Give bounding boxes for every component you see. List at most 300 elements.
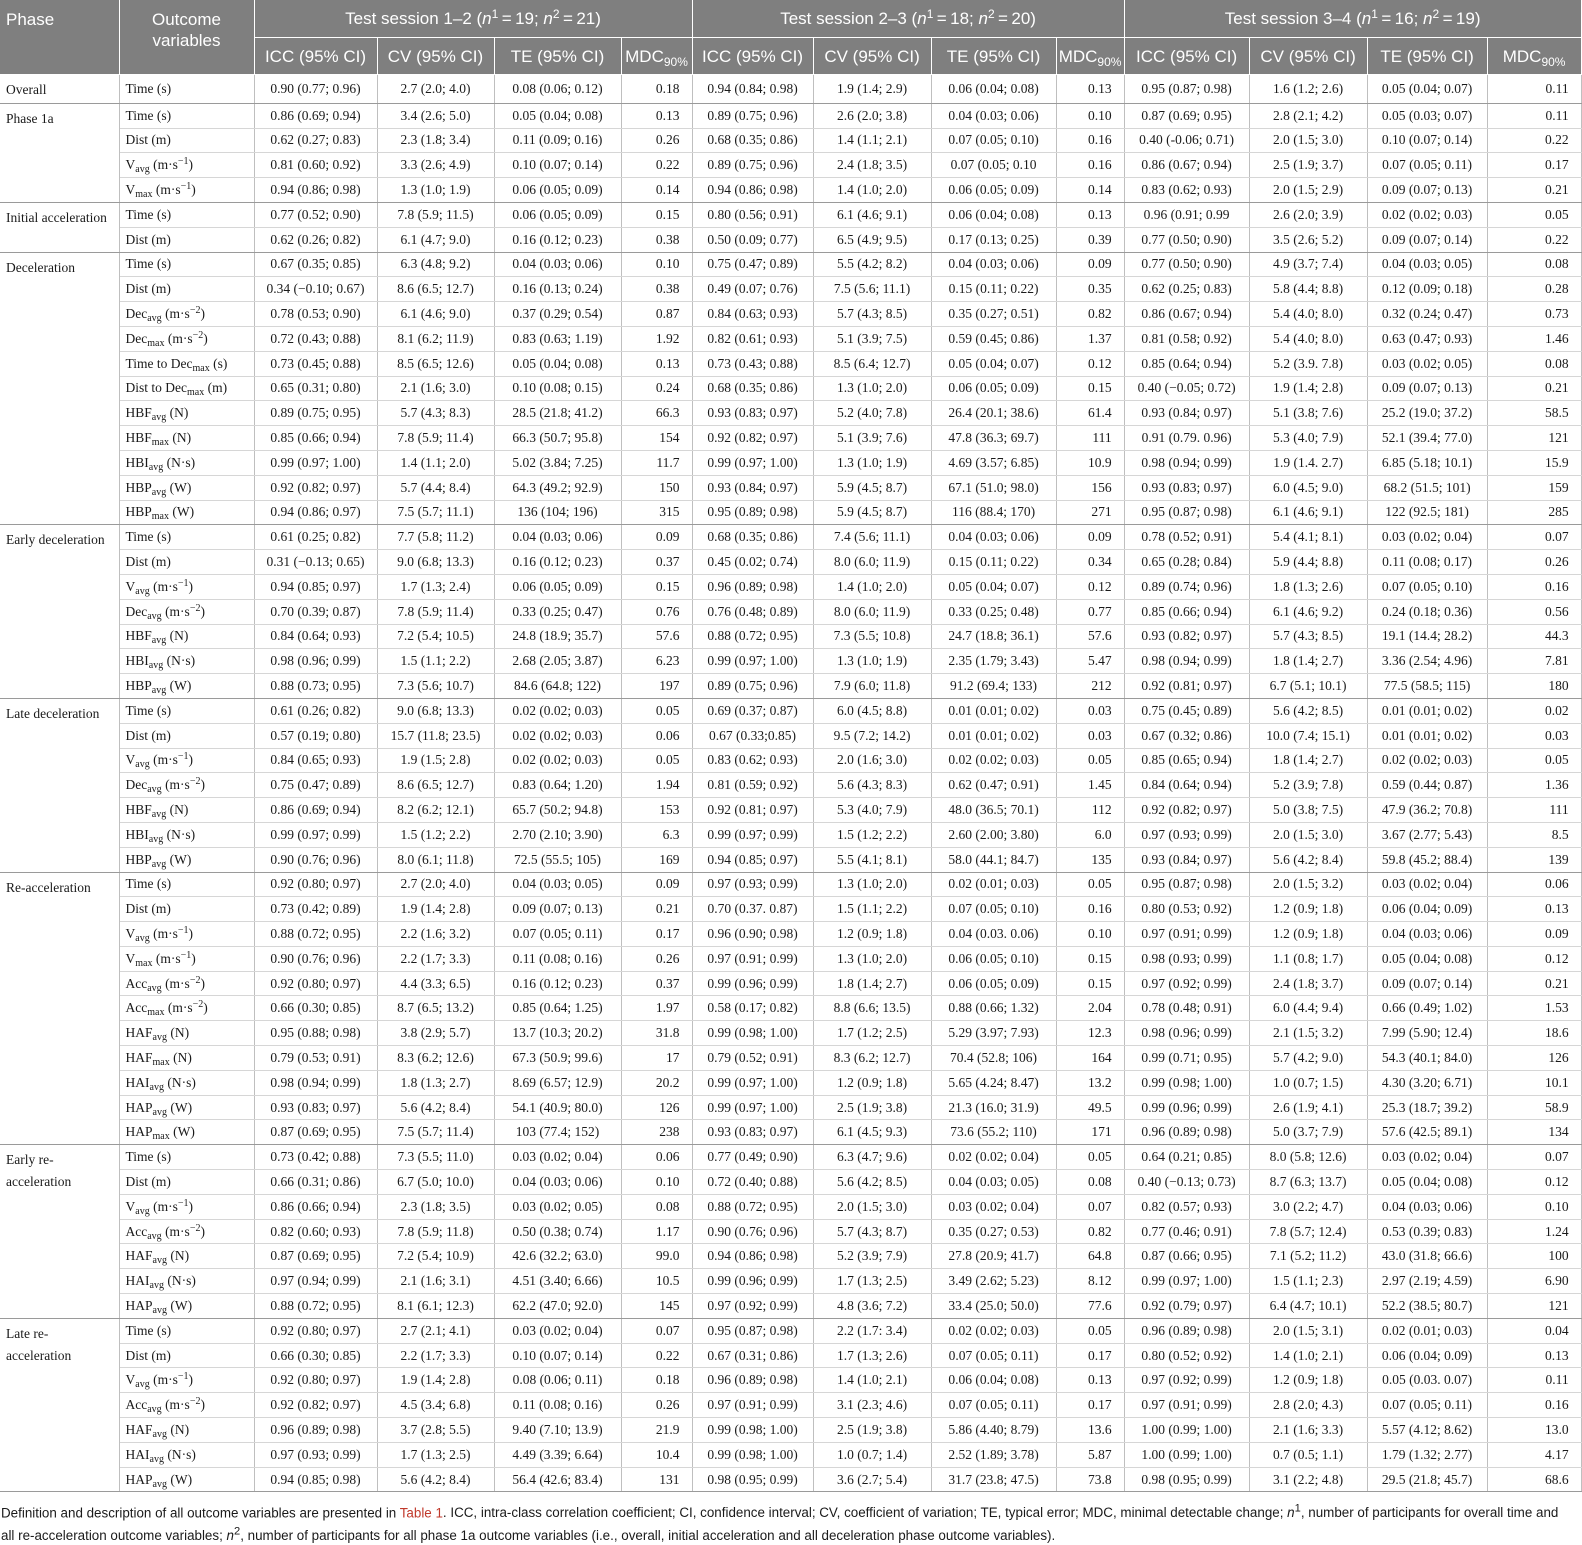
value-cell: 3.67 (2.77; 5.43)	[1367, 822, 1487, 847]
value-cell: 5.4 (4.0; 8.0)	[1249, 326, 1367, 351]
value-cell: 0.64 (0.21; 0.85)	[1124, 1145, 1249, 1170]
value-cell: 126	[621, 1095, 692, 1120]
value-cell: 5.0 (3.8; 7.5)	[1249, 798, 1367, 823]
value-cell: 10.4	[621, 1442, 692, 1467]
value-cell: 9.5 (7.2; 14.2)	[813, 723, 931, 748]
value-cell: 5.02 (3.84; 7.25)	[494, 450, 621, 475]
value-cell: 0.07 (0.05; 0.10)	[931, 128, 1056, 153]
value-cell: 0.04 (0.03; 0.06)	[931, 103, 1056, 128]
value-cell: 5.1 (3.9; 7.6)	[813, 426, 931, 451]
value-cell: 0.15	[621, 202, 692, 227]
table-row	[0, 525, 1581, 550]
metric-header-icc: ICC (95% CI)	[692, 38, 813, 75]
value-cell: 0.59 (0.44; 0.87)	[1367, 773, 1487, 798]
value-cell: 0.07 (0.05; 0.11)	[1367, 153, 1487, 178]
value-cell: 0.53 (0.39; 0.83)	[1367, 1219, 1487, 1244]
value-cell: 0.06	[621, 723, 692, 748]
value-cell: 0.87 (0.69; 0.95)	[254, 1244, 377, 1269]
value-cell: 54.3 (40.1; 84.0)	[1367, 1046, 1487, 1071]
value-cell: 77.5 (58.5; 115)	[1367, 674, 1487, 699]
value-cell: 5.2 (3.9; 7.9)	[813, 1244, 931, 1269]
value-cell: 6.85 (5.18; 10.1)	[1367, 450, 1487, 475]
value-cell: 0.01 (0.01; 0.02)	[931, 723, 1056, 748]
value-cell: 0.07	[1487, 525, 1581, 550]
value-cell: 0.22	[621, 153, 692, 178]
value-cell: 0.80 (0.52; 0.92)	[1124, 1343, 1249, 1368]
value-cell: 0.33 (0.25; 0.47)	[494, 599, 621, 624]
value-cell: 0.17	[1487, 153, 1581, 178]
outcome-variable-cell: $HAF_{avg}$ (N)	[119, 1244, 254, 1269]
value-cell: 2.0 (1.5; 3.0)	[813, 1194, 931, 1219]
value-cell: 58.9	[1487, 1095, 1581, 1120]
value-cell: 0.90 (0.77; 0.96)	[254, 75, 377, 104]
value-cell: 121	[1487, 426, 1581, 451]
table-body	[0, 75, 1581, 1492]
metric-header-icc: ICC (95% CI)	[1124, 38, 1249, 75]
value-cell: 0.09	[1056, 252, 1124, 277]
value-cell: 2.6 (2.0; 3.9)	[1249, 202, 1367, 227]
value-cell: 1.5 (1.1; 2.3)	[1249, 1269, 1367, 1294]
value-cell: 0.65 (0.28; 0.84)	[1124, 550, 1249, 575]
value-cell: 7.8 (5.7; 12.4)	[1249, 1219, 1367, 1244]
value-cell: 5.6 (4.2; 8.4)	[1249, 847, 1367, 872]
value-cell: 4.8 (3.6; 7.2)	[813, 1294, 931, 1319]
value-cell: 0.83 (0.64; 1.20)	[494, 773, 621, 798]
value-cell: 6.7 (5.0; 10.0)	[377, 1170, 494, 1195]
value-cell: 0.89 (0.75; 0.96)	[692, 153, 813, 178]
outcome-variable-cell: $HBP_{avg}$ (W)	[119, 475, 254, 500]
value-cell: 64.3 (49.2; 92.9)	[494, 475, 621, 500]
value-cell: 0.08	[1487, 252, 1581, 277]
table-row	[0, 500, 1581, 525]
value-cell: 7.5 (5.6; 11.1)	[813, 277, 931, 302]
value-cell: 0.82	[1056, 302, 1124, 327]
outcome-variable-cell: $V_{max}$ $(m\cdot s^{-1})$	[119, 178, 254, 203]
value-cell: 0.99 (0.97; 0.99)	[254, 822, 377, 847]
value-cell: 0.06 (0.05; 0.09)	[931, 376, 1056, 401]
value-cell: 1.0 (0.7; 1.4)	[813, 1442, 931, 1467]
value-cell: 0.06 (0.05; 0.10)	[931, 946, 1056, 971]
value-cell: 0.06 (0.05; 0.09)	[931, 178, 1056, 203]
value-cell: 103 (77.4; 152)	[494, 1120, 621, 1145]
value-cell: 62.2 (47.0; 92.0)	[494, 1294, 621, 1319]
value-cell: 0.82 (0.61; 0.93)	[692, 326, 813, 351]
value-cell: 6.5 (4.9; 9.5)	[813, 227, 931, 252]
value-cell: 0.97 (0.91; 0.99)	[692, 1393, 813, 1418]
value-cell: 0.16 (0.13; 0.24)	[494, 277, 621, 302]
value-cell: 25.3 (18.7; 39.2)	[1367, 1095, 1487, 1120]
value-cell: 58.0 (44.1; 84.7)	[931, 847, 1056, 872]
table-row	[0, 153, 1581, 178]
value-cell: 164	[1056, 1046, 1124, 1071]
value-cell: 0.75 (0.47; 0.89)	[254, 773, 377, 798]
value-cell: 0.92 (0.80; 0.97)	[254, 1368, 377, 1393]
value-cell: 0.85 (0.65; 0.94)	[1124, 748, 1249, 773]
value-cell: 1.79 (1.32; 2.77)	[1367, 1442, 1487, 1467]
value-cell: 0.12 (0.09; 0.18)	[1367, 277, 1487, 302]
value-cell: 0.91 (0.79. 0.96)	[1124, 426, 1249, 451]
value-cell: 5.1 (3.8; 7.6)	[1249, 401, 1367, 426]
value-cell: 0.21	[1487, 376, 1581, 401]
value-cell: 0.06 (0.04; 0.08)	[931, 202, 1056, 227]
value-cell: 57.6	[1056, 624, 1124, 649]
outcome-variable-cell: Dec$_{max}$ $(m\cdot s^{-2})$	[119, 326, 254, 351]
table-row	[0, 971, 1581, 996]
value-cell: 1.4 (1.0; 2.0)	[813, 178, 931, 203]
value-cell: 0.21	[1487, 178, 1581, 203]
value-cell: 0.07 (0.05; 0.10)	[931, 897, 1056, 922]
value-cell: 1.7 (1.3; 2.4)	[377, 574, 494, 599]
table-row	[0, 277, 1581, 302]
value-cell: 0.35 (0.27; 0.53)	[931, 1219, 1056, 1244]
value-cell: 0.02 (0.02; 0.03)	[494, 748, 621, 773]
value-cell: 0.05 (0.04; 0.07)	[931, 351, 1056, 376]
value-cell: 6.0 (4.4; 9.4)	[1249, 996, 1367, 1021]
value-cell: 5.57 (4.12; 8.62)	[1367, 1418, 1487, 1443]
table-row	[0, 872, 1581, 897]
value-cell: 0.08	[1056, 1170, 1124, 1195]
value-cell: 0.96 (0.89; 0.98)	[254, 1418, 377, 1443]
value-cell: 0.04 (0.03; 0.06)	[494, 1170, 621, 1195]
value-cell: 0.67 (0.32; 0.86)	[1124, 723, 1249, 748]
value-cell: 47.9 (36.2; 70.8)	[1367, 798, 1487, 823]
value-cell: 0.93 (0.83; 0.97)	[254, 1095, 377, 1120]
value-cell: 0.17	[621, 922, 692, 947]
value-cell: 73.6 (55.2; 110)	[931, 1120, 1056, 1145]
value-cell: 7.8 (5.9; 11.4)	[377, 426, 494, 451]
value-cell: 0.99 (0.97; 1.00)	[1124, 1269, 1249, 1294]
value-cell: 0.92 (0.80; 0.97)	[254, 872, 377, 897]
outcome-variable-cell: $HAI_{avg}$ (N·s)	[119, 1269, 254, 1294]
value-cell: 2.2 (1.7: 3.4)	[813, 1318, 931, 1343]
value-cell: 180	[1487, 674, 1581, 699]
value-cell: 0.06 (0.05; 0.09)	[931, 971, 1056, 996]
value-cell: 0.12	[1056, 574, 1124, 599]
value-cell: 0.04 (0.03; 0.06)	[931, 525, 1056, 550]
value-cell: 0.99 (0.97; 1.00)	[254, 450, 377, 475]
phase-cell: Late re-acceleration	[0, 1318, 119, 1492]
table-row	[0, 624, 1581, 649]
value-cell: 8.3 (6.2; 12.6)	[377, 1046, 494, 1071]
value-cell: 1.7 (1.2; 2.5)	[813, 1021, 931, 1046]
value-cell: 1.8 (1.4; 2.7)	[1249, 649, 1367, 674]
value-cell: 0.62 (0.26; 0.82)	[254, 227, 377, 252]
value-cell: 0.67 (0.35; 0.85)	[254, 252, 377, 277]
value-cell: 0.63 (0.47; 0.93)	[1367, 326, 1487, 351]
value-cell: 10.1	[1487, 1070, 1581, 1095]
value-cell: 0.95 (0.89; 0.98)	[692, 500, 813, 525]
value-cell: 0.09 (0.07; 0.14)	[1367, 227, 1487, 252]
value-cell: 8.2 (6.2; 12.1)	[377, 798, 494, 823]
outcome-variable-cell: Time (s)	[119, 252, 254, 277]
value-cell: 0.03 (0.02; 0.04)	[1367, 525, 1487, 550]
value-cell: 2.2 (1.7; 3.3)	[377, 946, 494, 971]
value-cell: 0.94 (0.86; 0.97)	[254, 500, 377, 525]
value-cell: 1.9 (1.4. 2.7)	[1249, 450, 1367, 475]
value-cell: 0.86 (0.67; 0.94)	[1124, 302, 1249, 327]
value-cell: 0.97 (0.93; 0.99)	[692, 872, 813, 897]
value-cell: 0.82 (0.57; 0.93)	[1124, 1194, 1249, 1219]
value-cell: 0.86 (0.66; 0.94)	[254, 1194, 377, 1219]
value-cell: 0.07	[1056, 1194, 1124, 1219]
value-cell: 25.2 (19.0; 37.2)	[1367, 401, 1487, 426]
value-cell: 7.3 (5.5; 10.8)	[813, 624, 931, 649]
value-cell: 0.50 (0.09; 0.77)	[692, 227, 813, 252]
value-cell: 0.86 (0.67; 0.94)	[1124, 153, 1249, 178]
table-row	[0, 326, 1581, 351]
table-row	[0, 1021, 1581, 1046]
outcome-variable-cell: $HAP_{avg}$ (W)	[119, 1095, 254, 1120]
value-cell: 0.99 (0.98; 1.00)	[692, 1021, 813, 1046]
phase-cell: Deceleration	[0, 252, 119, 525]
value-cell: 0.11 (0.08; 0.16)	[494, 946, 621, 971]
value-cell: 0.65 (0.31; 0.80)	[254, 376, 377, 401]
table-row	[0, 723, 1581, 748]
table-row	[0, 996, 1581, 1021]
value-cell: 0.26	[1487, 550, 1581, 575]
value-cell: 0.05 (0.04; 0.07)	[931, 574, 1056, 599]
value-cell: 4.5 (3.4; 6.8)	[377, 1393, 494, 1418]
value-cell: 26.4 (20.1; 38.6)	[931, 401, 1056, 426]
value-cell: 52.2 (38.5; 80.7)	[1367, 1294, 1487, 1319]
value-cell: 0.40 (−0.13; 0.73)	[1124, 1170, 1249, 1195]
value-cell: 31.8	[621, 1021, 692, 1046]
outcome-variable-cell: $HAP_{max}$ (W)	[119, 1120, 254, 1145]
value-cell: 0.56	[1487, 599, 1581, 624]
value-cell: 1.3 (1.0; 2.0)	[813, 376, 931, 401]
value-cell: 0.62 (0.25; 0.83)	[1124, 277, 1249, 302]
value-cell: 2.0 (1.5; 3.1)	[1249, 1318, 1367, 1343]
value-cell: 1.9 (1.4; 2.8)	[377, 1368, 494, 1393]
value-cell: 70.4 (52.8; 106)	[931, 1046, 1056, 1071]
table-row	[0, 202, 1581, 227]
table-row	[0, 128, 1581, 153]
value-cell: 0.13	[621, 103, 692, 128]
value-cell: 1.3 (1.0; 1.9)	[377, 178, 494, 203]
value-cell: 0.37	[621, 550, 692, 575]
value-cell: 0.04 (0.03; 0.06)	[494, 252, 621, 277]
value-cell: 0.10	[1056, 103, 1124, 128]
value-cell: 4.17	[1487, 1442, 1581, 1467]
table-row	[0, 475, 1581, 500]
outcome-variable-cell: Time to Dec$_{max}$ (s)	[119, 351, 254, 376]
outcome-variable-cell: Time (s)	[119, 75, 254, 104]
value-cell: 0.07	[1487, 1145, 1581, 1170]
value-cell: 0.92 (0.81; 0.97)	[692, 798, 813, 823]
outcome-variable-cell: $HBF_{avg}$ (N)	[119, 624, 254, 649]
table-row	[0, 922, 1581, 947]
value-cell: 0.17	[1056, 1393, 1124, 1418]
value-cell: 0.07 (0.05; 0.10)	[1367, 574, 1487, 599]
phase-cell: Phase 1a	[0, 103, 119, 202]
value-cell: 0.38	[621, 227, 692, 252]
value-cell: 1.45	[1056, 773, 1124, 798]
value-cell: 17	[621, 1046, 692, 1071]
value-cell: 0.07 (0.05; 0.11)	[494, 922, 621, 947]
value-cell: 64.8	[1056, 1244, 1124, 1269]
value-cell: 5.5 (4.1; 8.1)	[813, 847, 931, 872]
value-cell: 0.89 (0.74; 0.96)	[1124, 574, 1249, 599]
value-cell: 1.2 (0.9; 1.8)	[1249, 922, 1367, 947]
value-cell: 0.86 (0.69; 0.94)	[254, 103, 377, 128]
value-cell: 28.5 (21.8; 41.2)	[494, 401, 621, 426]
value-cell: 0.99 (0.96; 0.99)	[692, 971, 813, 996]
outcome-variable-cell: Dist (m)	[119, 1170, 254, 1195]
value-cell: 1.46	[1487, 326, 1581, 351]
value-cell: 0.77 (0.52; 0.90)	[254, 202, 377, 227]
value-cell: 0.88 (0.66; 1.32)	[931, 996, 1056, 1021]
value-cell: 0.10	[621, 252, 692, 277]
value-cell: 271	[1056, 500, 1124, 525]
value-cell: 0.04 (0.03; 0.05)	[494, 872, 621, 897]
value-cell: 0.15 (0.11; 0.22)	[931, 550, 1056, 575]
table-row	[0, 698, 1581, 723]
value-cell: 1.36	[1487, 773, 1581, 798]
value-cell: 5.7 (4.2; 9.0)	[1249, 1046, 1367, 1071]
value-cell: 1.5 (1.1; 2.2)	[813, 897, 931, 922]
value-cell: 0.66 (0.30; 0.85)	[254, 996, 377, 1021]
value-cell: 0.88 (0.72; 0.95)	[254, 1294, 377, 1319]
value-cell: 15.9	[1487, 450, 1581, 475]
value-cell: 0.97 (0.94; 0.99)	[254, 1269, 377, 1294]
value-cell: 0.03 (0.02; 0.04)	[1367, 872, 1487, 897]
value-cell: 0.04 (0.03; 0.06)	[931, 252, 1056, 277]
table-row	[0, 75, 1581, 104]
value-cell: 0.17 (0.13; 0.25)	[931, 227, 1056, 252]
value-cell: 0.10 (0.08; 0.15)	[494, 376, 621, 401]
value-cell: 4.69 (3.57; 6.85)	[931, 450, 1056, 475]
value-cell: 0.84 (0.65; 0.93)	[254, 748, 377, 773]
value-cell: 20.2	[621, 1070, 692, 1095]
value-cell: 0.50 (0.38; 0.74)	[494, 1219, 621, 1244]
value-cell: 49.5	[1056, 1095, 1124, 1120]
value-cell: 1.00 (0.99; 1.00)	[1124, 1442, 1249, 1467]
value-cell: 24.8 (18.9; 35.7)	[494, 624, 621, 649]
value-cell: 0.93 (0.83; 0.97)	[692, 401, 813, 426]
value-cell: 0.03	[1056, 698, 1124, 723]
value-cell: 7.3 (5.5; 11.0)	[377, 1145, 494, 1170]
value-cell: 0.04 (0.03; 0.05)	[1367, 252, 1487, 277]
value-cell: 0.05 (0.04; 0.07)	[1367, 75, 1487, 104]
value-cell: 0.13	[1487, 1343, 1581, 1368]
value-cell: 0.16	[1056, 897, 1124, 922]
value-cell: 3.36 (2.54; 4.96)	[1367, 649, 1487, 674]
value-cell: 0.94 (0.85; 0.97)	[254, 574, 377, 599]
value-cell: 0.05	[1487, 748, 1581, 773]
outcome-variable-cell: $HBF_{avg}$ (N)	[119, 401, 254, 426]
value-cell: 2.97 (2.19; 4.59)	[1367, 1269, 1487, 1294]
value-cell: 6.0 (4.5; 8.8)	[813, 698, 931, 723]
value-cell: 33.4 (25.0; 50.0)	[931, 1294, 1056, 1319]
value-cell: 0.14	[1056, 178, 1124, 203]
value-cell: 0.81 (0.58; 0.92)	[1124, 326, 1249, 351]
value-cell: 5.6 (4.2; 8.5)	[1249, 698, 1367, 723]
value-cell: 0.28	[1487, 277, 1581, 302]
value-cell: 1.2 (0.9; 1.8)	[1249, 897, 1367, 922]
value-cell: 0.15	[621, 574, 692, 599]
value-cell: 0.97 (0.92; 0.99)	[1124, 1368, 1249, 1393]
value-cell: 19.1 (14.4; 28.2)	[1367, 624, 1487, 649]
outcome-variable-cell: Dist to Dec$_{max}$ (m)	[119, 376, 254, 401]
table-1-link[interactable]: Table 1	[399, 1505, 443, 1521]
value-cell: 0.99 (0.96; 0.99)	[1124, 1095, 1249, 1120]
outcome-variable-cell: Time (s)	[119, 103, 254, 128]
value-cell: 21.9	[621, 1418, 692, 1443]
value-cell: 0.06 (0.04; 0.09)	[1367, 1343, 1487, 1368]
value-cell: 13.7 (10.3; 20.2)	[494, 1021, 621, 1046]
value-cell: 0.02 (0.02; 0.03)	[931, 748, 1056, 773]
outcome-variable-cell: $HAP_{avg}$ (W)	[119, 1294, 254, 1319]
value-cell: 0.05	[621, 748, 692, 773]
value-cell: 0.16 (0.12; 0.23)	[494, 971, 621, 996]
outcome-variable-cell: Acc$_{max}$ $(m\cdot s^{-2})$	[119, 996, 254, 1021]
value-cell: 6.1 (4.6; 9.1)	[1249, 500, 1367, 525]
value-cell: 1.2 (0.9; 1.8)	[813, 1070, 931, 1095]
value-cell: 2.1 (1.6; 3.3)	[1249, 1418, 1367, 1443]
table-row	[0, 822, 1581, 847]
outcome-variable-cell: $V_{avg}$ $(m\cdot s^{-1})$	[119, 574, 254, 599]
table-row	[0, 1393, 1581, 1418]
value-cell: 2.6 (1.9; 4.1)	[1249, 1095, 1367, 1120]
value-cell: 42.6 (32.2; 63.0)	[494, 1244, 621, 1269]
value-cell: 8.7 (6.5; 13.2)	[377, 996, 494, 1021]
value-cell: 6.4 (4.7; 10.1)	[1249, 1294, 1367, 1319]
value-cell: 0.97 (0.91; 0.99)	[1124, 922, 1249, 947]
value-cell: 8.0 (5.8; 12.6)	[1249, 1145, 1367, 1170]
value-cell: 1.2 (0.9; 1.8)	[813, 922, 931, 947]
value-cell: 0.77	[1056, 599, 1124, 624]
value-cell: 7.9 (6.0; 11.8)	[813, 674, 931, 699]
value-cell: 0.96 (0.89; 0.98)	[1124, 1120, 1249, 1145]
value-cell: 0.59 (0.45; 0.86)	[931, 326, 1056, 351]
value-cell: 29.5 (21.8; 45.7)	[1367, 1467, 1487, 1492]
value-cell: 10.5	[621, 1269, 692, 1294]
value-cell: 0.97 (0.93; 0.99)	[1124, 822, 1249, 847]
value-cell: 13.2	[1056, 1070, 1124, 1095]
value-cell: 6.0 (4.5; 9.0)	[1249, 475, 1367, 500]
value-cell: 0.61 (0.26; 0.82)	[254, 698, 377, 723]
value-cell: 0.73 (0.42; 0.89)	[254, 897, 377, 922]
value-cell: 0.05 (0.04; 0.08)	[494, 351, 621, 376]
value-cell: 11.7	[621, 450, 692, 475]
value-cell: 0.38	[621, 277, 692, 302]
outcome-variable-cell: Dec$_{avg}$ $(m\cdot s^{-2})$	[119, 302, 254, 327]
table-row	[0, 1219, 1581, 1244]
value-cell: 1.9 (1.4; 2.8)	[1249, 376, 1367, 401]
value-cell: 6.3 (4.7; 9.6)	[813, 1145, 931, 1170]
value-cell: 0.06 (0.04; 0.09)	[1367, 897, 1487, 922]
value-cell: 0.08 (0.06; 0.11)	[494, 1368, 621, 1393]
table-row	[0, 1418, 1581, 1443]
value-cell: 0.07 (0.05; 0.11)	[931, 1393, 1056, 1418]
value-cell: 0.40 (−0.05; 0.72)	[1124, 376, 1249, 401]
value-cell: 0.37 (0.29; 0.54)	[494, 302, 621, 327]
value-cell: 5.6 (4.2; 8.4)	[377, 1467, 494, 1492]
value-cell: 0.85 (0.64; 0.94)	[1124, 351, 1249, 376]
value-cell: 4.49 (3.39; 6.64)	[494, 1442, 621, 1467]
table-row	[0, 1442, 1581, 1467]
value-cell: 0.35 (0.27; 0.51)	[931, 302, 1056, 327]
value-cell: 0.09 (0.07; 0.14)	[1367, 971, 1487, 996]
outcome-variable-cell: Time (s)	[119, 1318, 254, 1343]
value-cell: 5.7 (4.4; 8.4)	[377, 475, 494, 500]
value-cell: 0.94 (0.86; 0.98)	[692, 178, 813, 203]
value-cell: 5.5 (4.2; 8.2)	[813, 252, 931, 277]
value-cell: 8.6 (6.5; 12.7)	[377, 277, 494, 302]
value-cell: 0.81 (0.59; 0.92)	[692, 773, 813, 798]
value-cell: 2.4 (1.8; 3.5)	[813, 153, 931, 178]
value-cell: 0.84 (0.64; 0.93)	[254, 624, 377, 649]
